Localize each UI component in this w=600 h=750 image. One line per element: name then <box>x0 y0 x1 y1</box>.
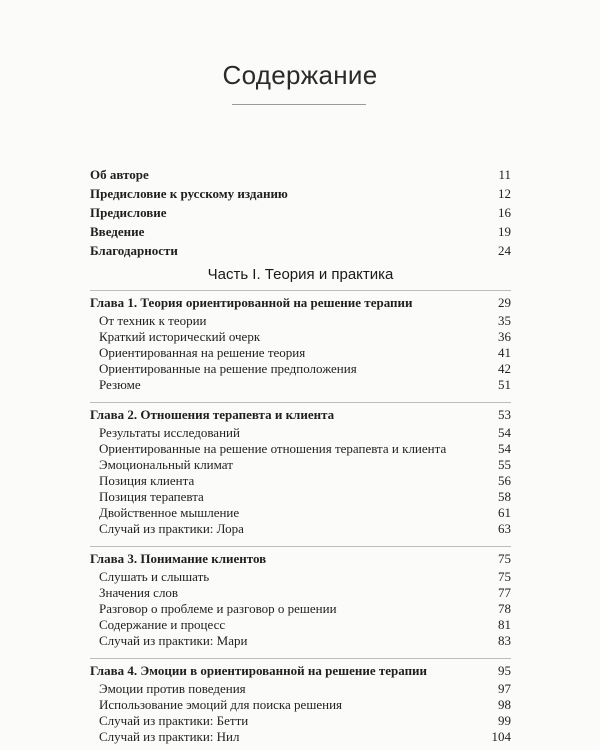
toc-entry-page: 54 <box>498 441 511 456</box>
toc-entry-label: Ориентированные на решение предположения <box>99 361 357 376</box>
toc-entry-page: 36 <box>498 329 511 344</box>
toc-entry-label: Введение <box>90 224 145 239</box>
toc-entry-section[interactable] <box>90 569 511 585</box>
toc-entry-page: 95 <box>498 663 511 678</box>
toc-entry-page: 19 <box>498 224 511 239</box>
toc-entry-label: Разговор о проблеме и разговор о решении <box>99 601 337 616</box>
toc-entry-label: Ориентированные на решение отношения терапевта и клиента <box>99 441 447 456</box>
toc-entry-section[interactable] <box>90 505 511 521</box>
toc-entry-label: Глава 3. Понимание клиентов <box>90 551 267 566</box>
toc-entry-section[interactable] <box>90 681 511 697</box>
toc-entry-label: Случай из практики: Мари <box>99 633 248 648</box>
toc-entry-page: 63 <box>498 521 511 536</box>
spacer <box>90 537 511 546</box>
toc-entry-label: Ориентированная на решение теория <box>99 345 306 360</box>
toc-entry-section[interactable] <box>90 377 511 393</box>
toc-entry-section[interactable] <box>90 521 511 537</box>
title-divider <box>232 104 366 105</box>
toc-entry-label: Эмоции против поведения <box>99 681 246 696</box>
toc-entry-section[interactable] <box>90 457 511 473</box>
page-title: Содержание <box>222 60 378 90</box>
toc-entry-section[interactable] <box>90 345 511 361</box>
chapter-divider <box>90 402 511 403</box>
toc-entry-page: 11 <box>498 167 511 182</box>
toc-entry-label: Резюме <box>99 377 141 392</box>
toc-entry-page: 56 <box>498 473 511 488</box>
toc-entry-front[interactable] <box>90 165 511 184</box>
toc-entry-label: Значения слов <box>99 585 179 600</box>
part-heading: Часть I. Теория и практика <box>207 266 394 283</box>
toc-entry-section[interactable] <box>90 713 511 729</box>
toc-entry-label: Позиция терапевта <box>99 489 204 504</box>
toc-entry-page: 58 <box>498 489 511 504</box>
toc-entry-page: 61 <box>498 505 511 520</box>
toc-entry-chapter[interactable] <box>90 661 511 681</box>
toc-entry-label: Глава 1. Теория ориентированной на решение терапии <box>90 295 413 310</box>
toc-entry-chapter[interactable] <box>90 405 511 425</box>
toc-entry-section[interactable] <box>90 361 511 377</box>
toc-entry-section[interactable] <box>90 633 511 649</box>
toc-entry-page: 54 <box>498 425 511 440</box>
toc-entry-section[interactable] <box>90 729 511 745</box>
spacer <box>90 649 511 658</box>
toc-entry-page: 99 <box>498 713 511 728</box>
toc-entry-section[interactable] <box>90 425 511 441</box>
chapter-divider <box>90 546 511 547</box>
toc-entry-front[interactable] <box>90 241 511 260</box>
toc-entry-label: Эмоциональный климат <box>99 457 233 472</box>
toc-entry-section[interactable] <box>90 473 511 489</box>
toc-entry-page: 24 <box>498 243 511 258</box>
toc-entry-section[interactable] <box>90 313 511 329</box>
toc-entry-section[interactable] <box>90 329 511 345</box>
chapter-divider <box>90 290 511 291</box>
toc-entry-label: Случай из практики: Нил <box>99 729 240 744</box>
toc-entry-label: Случай из практики: Лора <box>99 521 244 536</box>
toc-entry-label: Двойственное мышление <box>99 505 240 520</box>
toc-entry-page: 104 <box>491 729 511 744</box>
toc-entry-label: Содержание и процесс <box>99 617 226 632</box>
chapter-divider <box>90 658 511 659</box>
toc-entry-label: Об авторе <box>90 167 149 182</box>
toc-entry-front[interactable] <box>90 184 511 203</box>
toc-entry-chapter[interactable] <box>90 549 511 569</box>
toc-entry-page: 77 <box>498 585 511 600</box>
toc-entry-page: 29 <box>498 295 511 310</box>
toc-entry-page: 55 <box>498 457 511 472</box>
toc-entry-section[interactable] <box>90 601 511 617</box>
toc-entry-page: 41 <box>498 345 511 360</box>
toc-entry-label: Результаты исследований <box>99 425 240 440</box>
toc-entry-chapter[interactable] <box>90 293 511 313</box>
table-of-contents <box>90 165 511 745</box>
toc-entry-page: 51 <box>498 377 511 392</box>
toc-entry-label: Краткий исторический очерк <box>99 329 261 344</box>
toc-entry-label: Предисловие к русскому изданию <box>90 186 288 201</box>
toc-entry-label: Использование эмоций для поиска решения <box>99 697 343 712</box>
toc-entry-page: 98 <box>498 697 511 712</box>
toc-entry-section[interactable] <box>90 617 511 633</box>
toc-entry-label: Благодарности <box>90 243 178 258</box>
toc-entry-front[interactable] <box>90 222 511 241</box>
toc-entry-front[interactable] <box>90 203 511 222</box>
toc-entry-page: 12 <box>498 186 511 201</box>
toc-entry-page: 42 <box>498 361 511 376</box>
toc-entry-label: Глава 2. Отношения терапевта и клиента <box>90 407 335 422</box>
toc-entry-label: Глава 4. Эмоции в ориентированной на решение терапии <box>90 663 428 678</box>
toc-entry-label: От техник к теории <box>99 313 207 328</box>
toc-entry-label: Позиция клиента <box>99 473 195 488</box>
toc-entry-section[interactable] <box>90 489 511 505</box>
toc-entry-page: 35 <box>498 313 511 328</box>
toc-entry-page: 75 <box>498 551 511 566</box>
toc-entry-label: Предисловие <box>90 205 167 220</box>
toc-entry-label: Слушать и слышать <box>99 569 210 584</box>
toc-entry-page: 16 <box>498 205 511 220</box>
toc-entry-section[interactable] <box>90 697 511 713</box>
toc-entry-page: 53 <box>498 407 511 422</box>
spacer <box>90 393 511 402</box>
toc-entry-section[interactable] <box>90 441 511 457</box>
toc-entry-page: 97 <box>498 681 511 696</box>
toc-entry-page: 83 <box>498 633 511 648</box>
toc-entry-label: Случай из практики: Бетти <box>99 713 249 728</box>
toc-entry-page: 81 <box>498 617 511 632</box>
toc-entry-page: 75 <box>498 569 511 584</box>
toc-entry-section[interactable] <box>90 585 511 601</box>
toc-entry-page: 78 <box>498 601 511 616</box>
